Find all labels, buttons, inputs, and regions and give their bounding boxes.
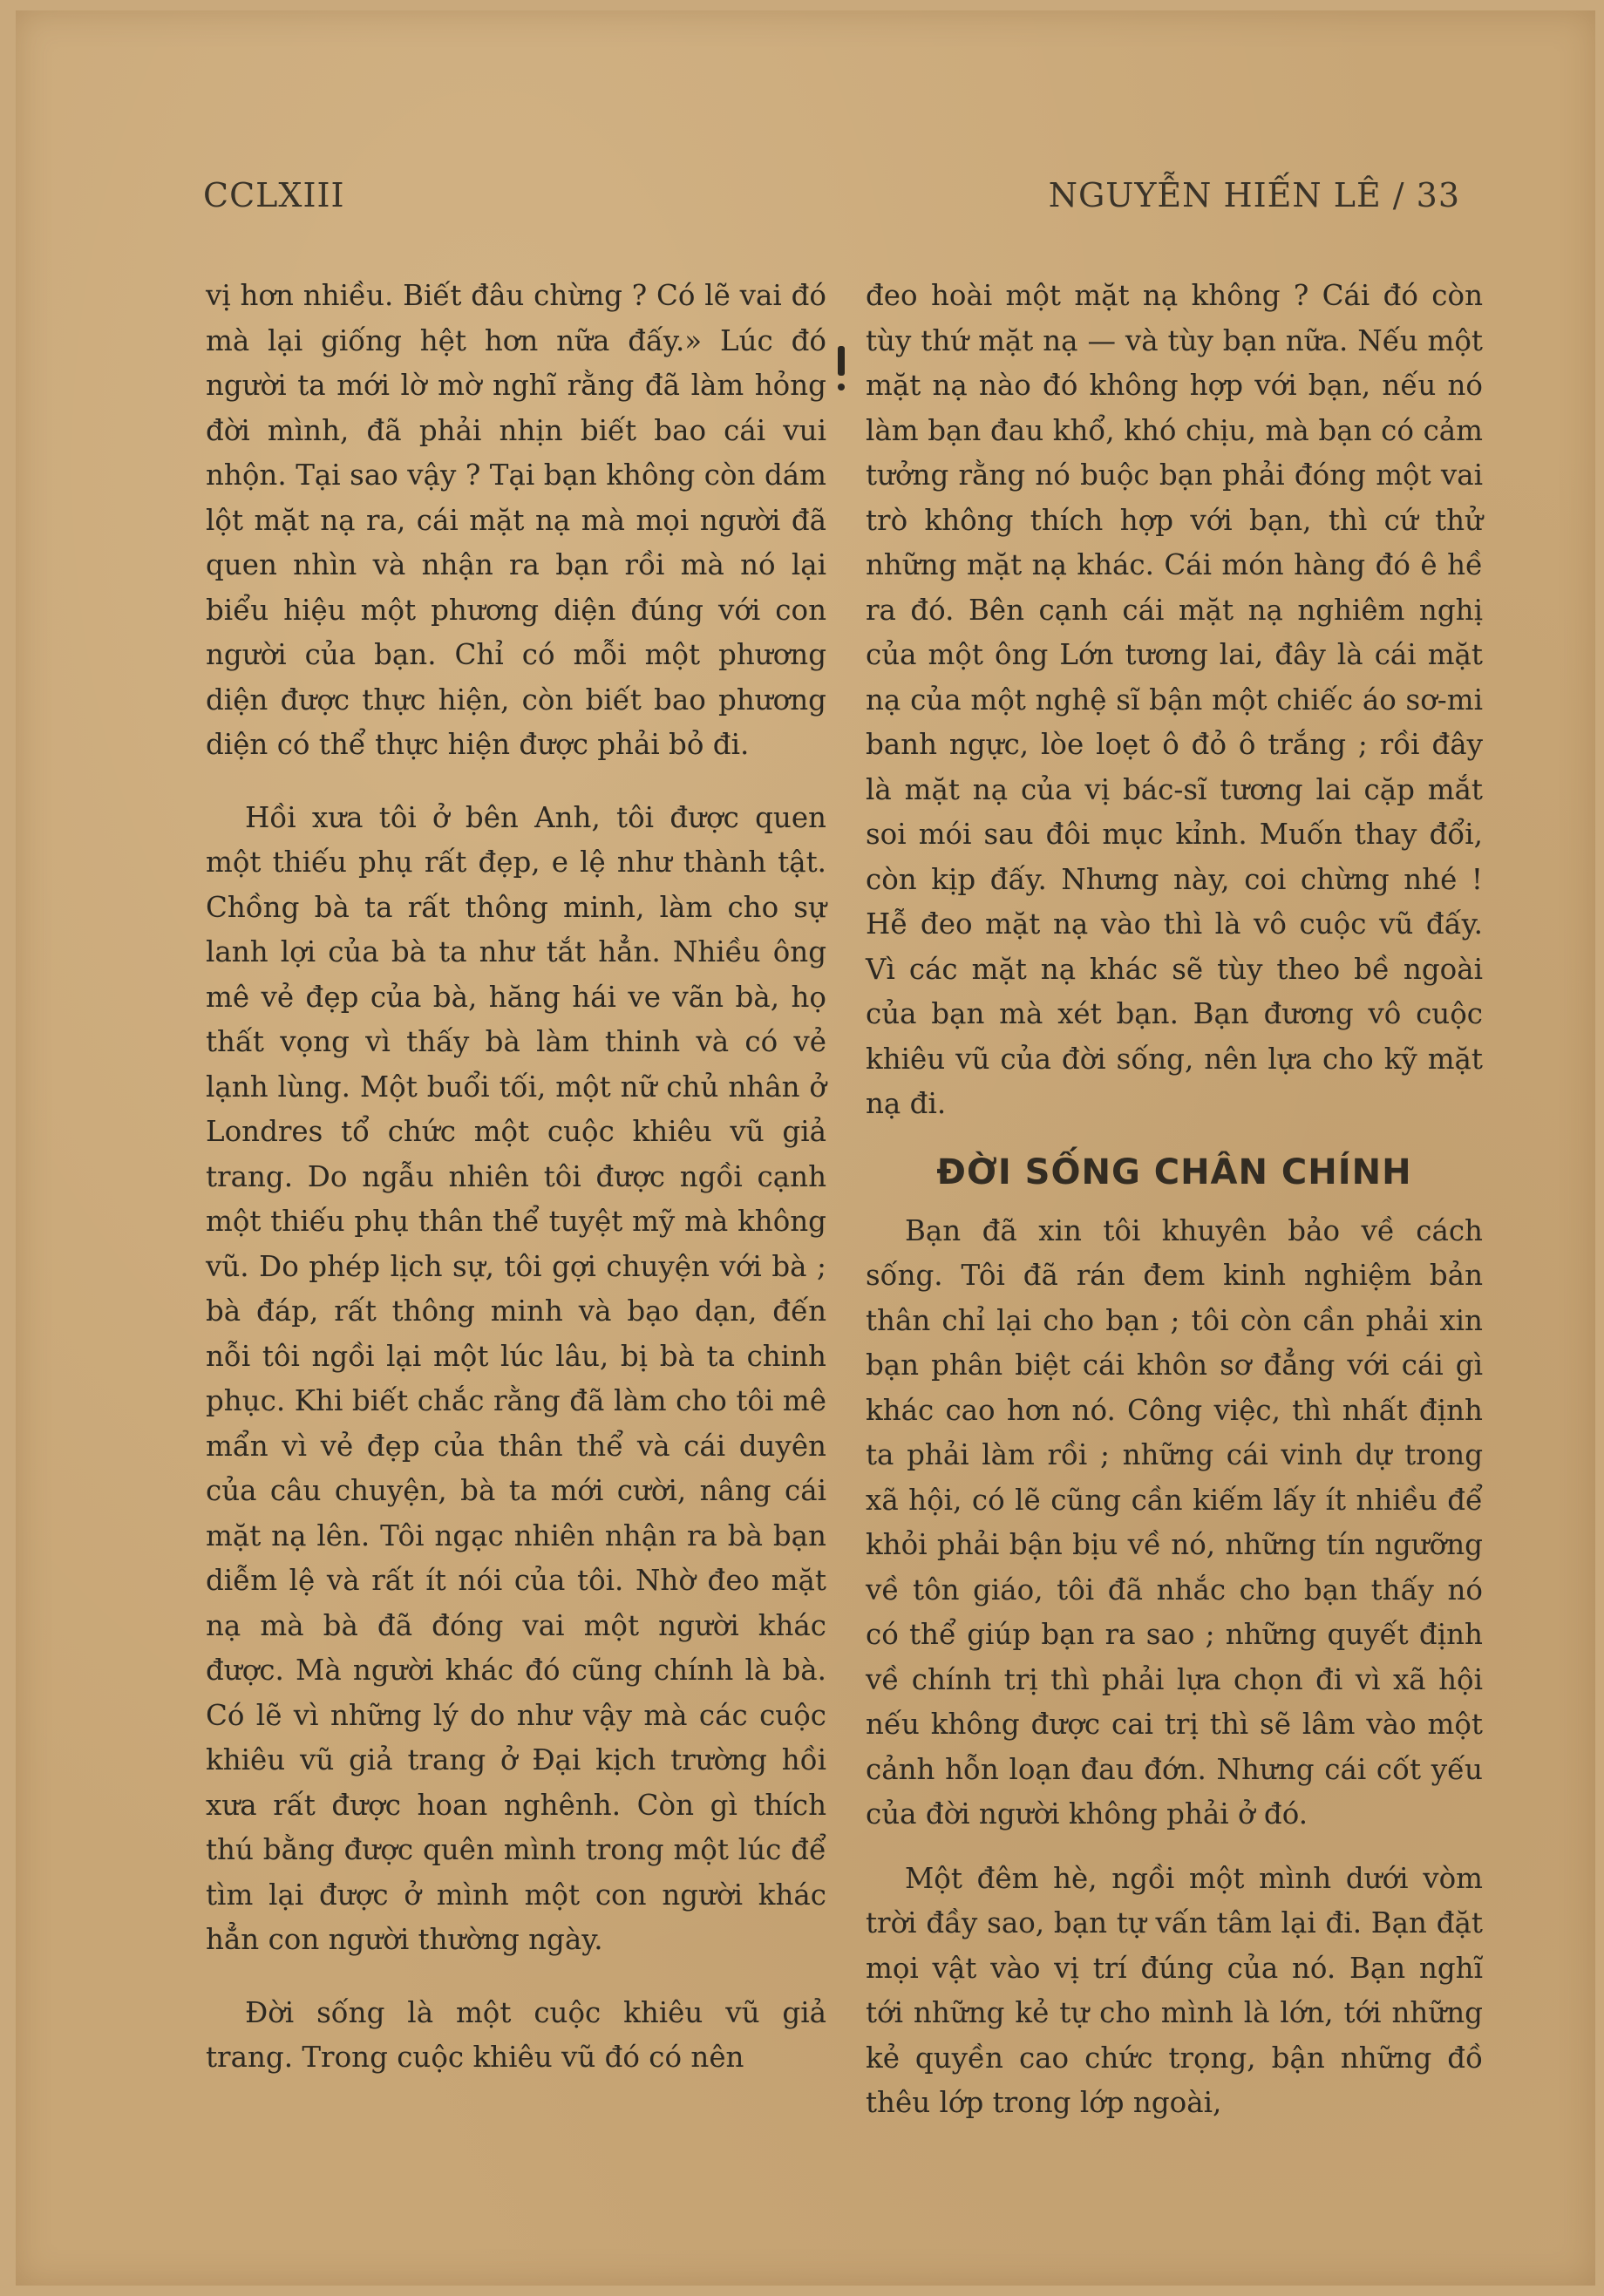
margin-mark-dot xyxy=(838,384,845,391)
body-paragraph: đeo hoài một mặt nạ không ? Cái đó còn tùy thứ mặt nạ — và tùy bạn nữa. Nếu một mặt nạ nào đó không hợp với bạn, nếu nó làm bạn đau khổ, khó chịu, mà bạn có cảm tưởng rằng nó buộc bạn phải đóng một vai trò không thích hợp với bạn, thì cứ thử những mặt nạ khác. Cái món hàng đó ê hề ra đó. Bên cạnh cái mặt nạ nghiêm nghị của một ông Lớn tương lai, đây là cái mặt nạ của một nghệ sĩ bận một chiếc áo sơ-mi banh ngực, lòe loẹt ô đỏ ô trắng ; rồi đây là mặt nạ của vị bác-sĩ tương lai cặp mắt soi mói sau đôi mục kỉnh. Muốn thay đổi, còn kịp đấy. Nhưng này, coi chừng nhé ! Hễ đeo mặt nạ vào thì là vô cuộc vũ đấy. Vì các mặt nạ khác sẽ tùy theo bề ngoài của bạn mà xét bạn. Bạn đương vô cuộc khiêu vũ của đời sống, nên lựa cho kỹ mặt nạ đi. xyxy=(866,279,1483,1120)
section-heading: ĐỜI SỐNG CHÂN CHÍNH xyxy=(936,1151,1412,1192)
header-author-page-number: NGUYỄN HIẾN LÊ / 33 xyxy=(1048,176,1460,214)
body-paragraph: Một đêm hè, ngồi một mình dưới vòm trời đầy sao, bạn tự vấn tâm lại đi. Bạn đặt mọi vật vào vị trí đúng của nó. Bạn nghĩ tới những kẻ tự cho mình là lớn, tới những kẻ quyền cao chức trọng, bận những đồ thêu lớp trong lớp ngoài, xyxy=(866,1861,1483,2119)
body-paragraph: Bạn đã xin tôi khuyên bảo về cách sống. Tôi đã rán đem kinh nghiệm bản thân chỉ lại cho bạn ; tôi còn cần phải xin bạn phân biệt cái khôn sơ đẳng với cái gì khác cao hơn nó. Công việc, thì nhất định ta phải làm rồi ; những cái vinh dự trong xã hội, có lẽ cũng cần kiếm lấy ít nhiều để khỏi phải bận bịu về nó, những tín ngưỡng về tôn giáo, tôi đã nhắc cho bạn thấy nó có thể giúp bạn ra sao ; những quyết định về chính trị thì phải lựa chọn đi vì xã hội nếu không được cai trị thì sẽ lâm vào một cảnh hỗn loạn đau đớn. Nhưng cái cốt yếu của đời người không phải ở đó. xyxy=(866,1213,1483,1831)
body-paragraph: vị hơn nhiều. Biết đâu chừng ? Có lẽ vai đó mà lại giống hệt hơn nữa đấy.» Lúc đó người ta mới lờ mờ nghĩ rằng đã làm hỏng đời mình, đã phải nhịn biết bao cái vui nhộn. Tại sao vậy ? Tại bạn không còn dám lột mặt nạ ra, cái mặt nạ mà mọi người đã quen nhìn và nhận ra bạn rồi mà nó lại biểu hiệu một phương diện đúng với con người của bạn. Chỉ có mỗi một phương diện được thực hiện, còn biết bao phương diện có thể thực hiện được phải bỏ đi. xyxy=(206,279,826,761)
left-text-column xyxy=(206,274,826,2081)
body-paragraph: Đời sống là một cuộc khiêu vũ giả trang. Trong cuộc khiêu vũ đó có nên xyxy=(206,1995,826,2074)
body-paragraph: Hồi xưa tôi ở bên Anh, tôi được quen một thiếu phụ rất đẹp, e lệ như thành tật. Chồng bà ta rất thông minh, làm cho sự lanh lợi của bà ta như tắt hẳn. Nhiều ông mê vẻ đẹp của bà, hăng hái ve vãn bà, họ thất vọng vì thấy bà làm thinh và có vẻ lạnh lùng. Một buổi tối, một nữ chủ nhân ở Londres tổ chức một cuộc khiêu vũ giả trang. Do ngẫu nhiên tôi được ngồi cạnh một thiếu phụ thân thể tuyệt mỹ mà không vũ. Do phép lịch sự, tôi gợi chuyện với bà ; bà đáp, rất thông minh và bạo dạn, đến nỗi tôi ngồi lại một lúc lâu, bị bà ta chinh phục. Khi biết chắc rằng đã làm cho tôi mê mẩn vì vẻ đẹp của thân thể và cái duyên của câu chuyện, bà ta mới cười, nâng cái mặt nạ lên. Tôi ngạc nhiên nhận ra bà bạn diễm lệ và rất ít nói của tôi. Nhờ đeo mặt nạ mà bà đã đóng vai một người khác được. Mà người khác đó cũng chính là bà. Có lẽ vì những lý do như vậy mà các cuộc khiêu vũ giả trang ở Đại kịch trường hồi xưa rất được hoan nghênh. Còn gì thích thú bằng được quên mình trong một lúc để tìm lại được ở mình một con người khác hẳn con người thường ngày. xyxy=(206,800,826,1956)
book-page xyxy=(16,10,1595,2286)
margin-mark xyxy=(838,346,845,376)
page-header xyxy=(203,176,1460,220)
right-text-column xyxy=(866,274,1483,2126)
header-volume-number: CCLXIII xyxy=(203,176,345,214)
